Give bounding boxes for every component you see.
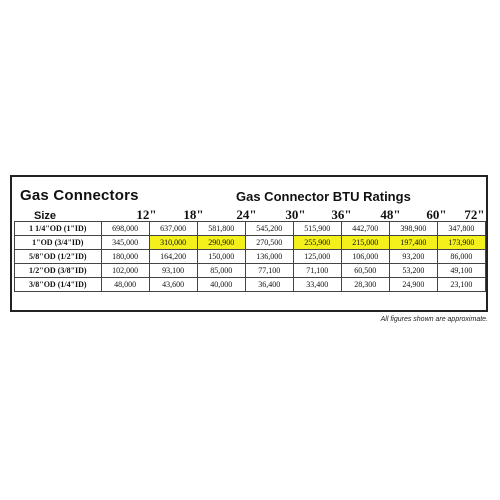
value-cell: 150,000 [197,250,245,264]
value-cell: 197,400 [389,236,437,250]
column-header: 60" [426,207,447,222]
size-cell: 5/8"OD (1/2"ID) [15,250,102,264]
value-cell: 255,900 [293,236,341,250]
value-cell: 71,100 [293,264,341,278]
value-cell: 93,200 [389,250,437,264]
value-cell: 442,700 [341,222,389,236]
value-cell: 545,200 [245,222,293,236]
value-cell: 53,200 [389,264,437,278]
size-cell: 1"OD (3/4"ID) [15,236,102,250]
table-row [15,250,486,264]
column-header: 36" [331,207,352,222]
column-header: 24" [236,207,257,222]
value-cell: 43,600 [149,278,197,292]
value-cell: 28,300 [341,278,389,292]
table-row [15,222,486,236]
value-cell: 581,800 [197,222,245,236]
value-cell: 36,400 [245,278,293,292]
value-cell: 164,200 [149,250,197,264]
btu-ratings-table [14,221,486,292]
column-header: 30" [285,207,306,222]
value-cell: 102,000 [101,264,149,278]
value-cell: 106,000 [341,250,389,264]
value-cell: 48,000 [101,278,149,292]
table-subtitle: Gas Connector BTU Ratings [236,189,411,204]
size-cell: 1/2"OD (3/8"ID) [15,264,102,278]
value-cell: 180,000 [101,250,149,264]
value-cell: 86,000 [437,250,485,264]
value-cell: 125,000 [293,250,341,264]
approximate-note: All figures shown are approximate. [380,316,488,323]
value-cell: 398,900 [389,222,437,236]
value-cell: 515,900 [293,222,341,236]
column-header: 48" [380,207,401,222]
table-row [15,264,486,278]
column-header: 72" [464,207,485,222]
gas-connector-card [10,175,488,312]
value-cell: 173,900 [437,236,485,250]
value-cell: 215,000 [341,236,389,250]
size-column-header: Size [34,210,57,222]
value-cell: 93,100 [149,264,197,278]
size-cell: 3/8"OD (1/4"ID) [15,278,102,292]
page-title: Gas Connectors [20,187,139,204]
value-cell: 85,000 [197,264,245,278]
value-cell: 49,100 [437,264,485,278]
size-cell: 1 1/4"OD (1"ID) [15,222,102,236]
value-cell: 24,900 [389,278,437,292]
value-cell: 347,800 [437,222,485,236]
table-row [15,278,486,292]
column-header: 12" [136,207,157,222]
value-cell: 33,400 [293,278,341,292]
value-cell: 60,500 [341,264,389,278]
value-cell: 290,900 [197,236,245,250]
value-cell: 136,000 [245,250,293,264]
value-cell: 270,500 [245,236,293,250]
value-cell: 345,000 [101,236,149,250]
value-cell: 698,000 [101,222,149,236]
column-header: 18" [183,207,204,222]
value-cell: 310,000 [149,236,197,250]
value-cell: 40,000 [197,278,245,292]
table-row [15,236,486,250]
value-cell: 637,000 [149,222,197,236]
value-cell: 23,100 [437,278,485,292]
value-cell: 77,100 [245,264,293,278]
